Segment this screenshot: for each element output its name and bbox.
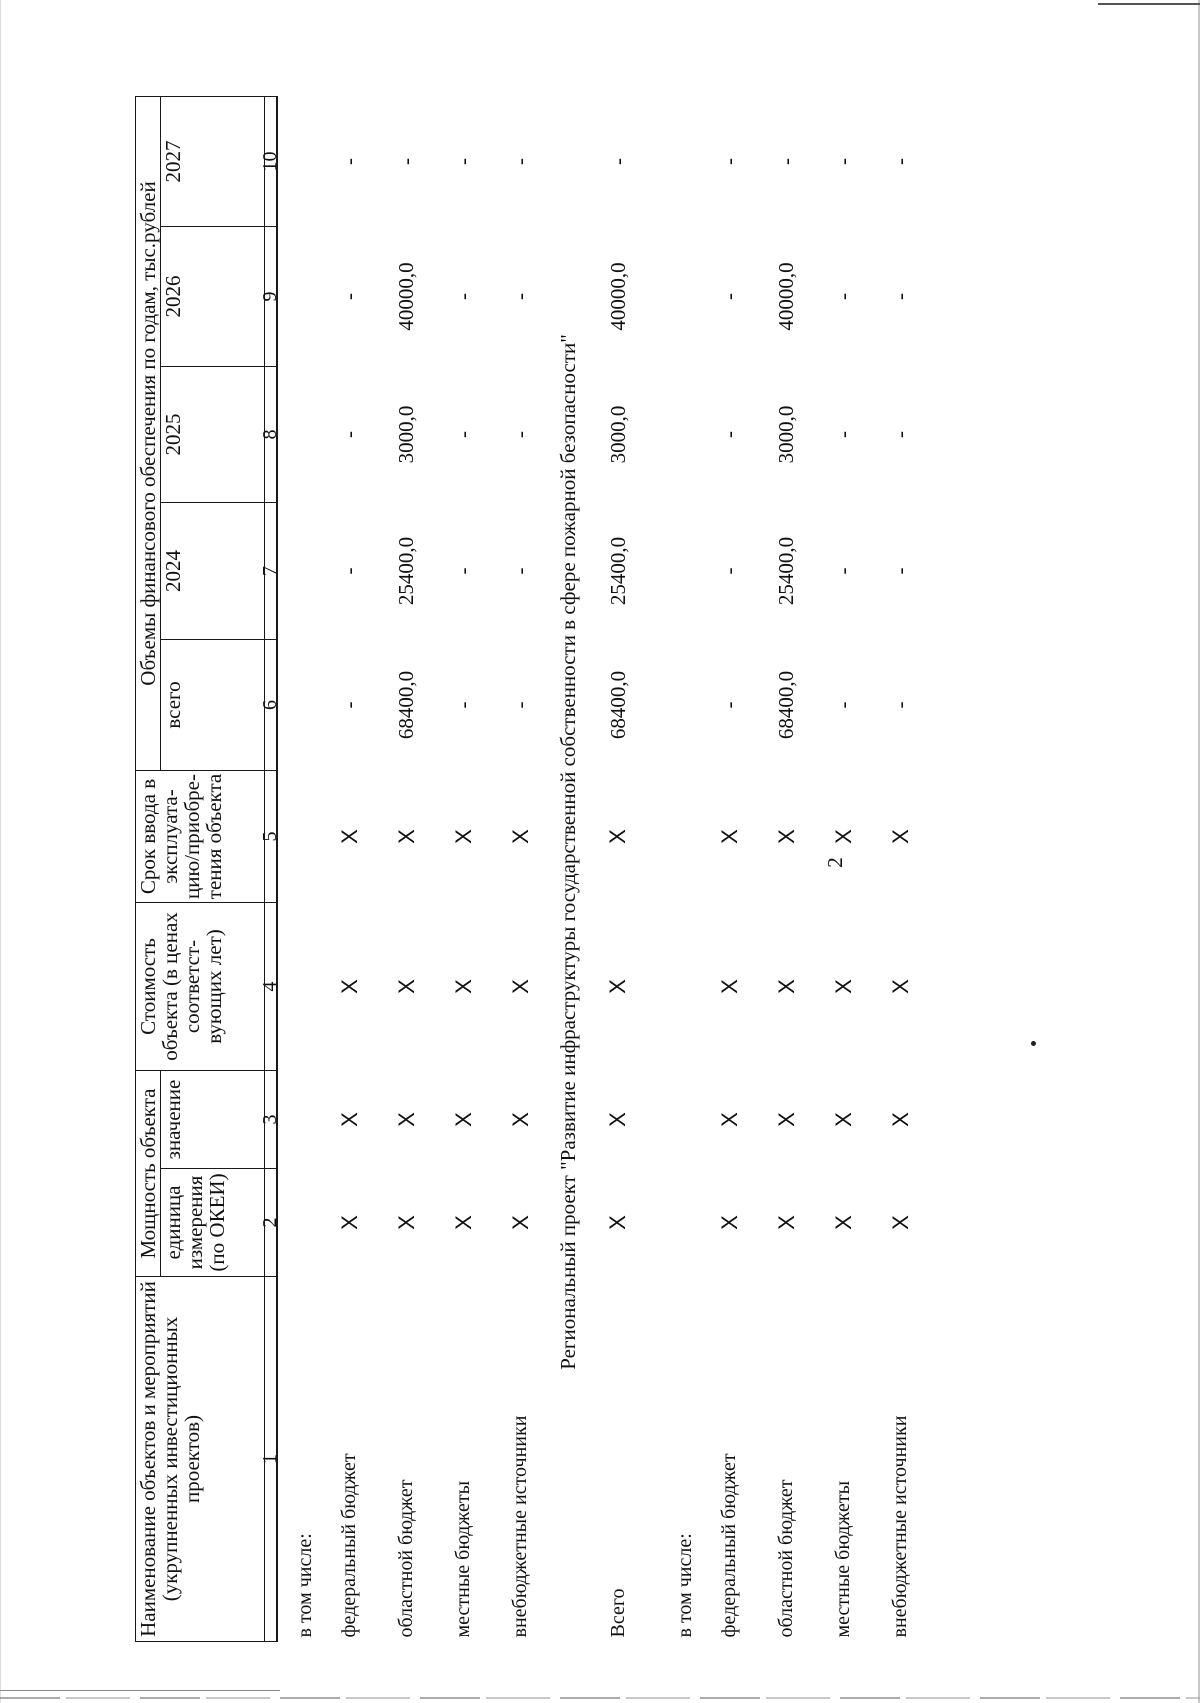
table-row (435, 96, 492, 1641)
header-commission: Срок ввода в эксплуата-цию/приобре-тения объекта (136, 771, 265, 903)
cell-capacity-unit: X (830, 1215, 856, 1230)
cell-capacity-value: X (773, 1112, 799, 1127)
cell-2024: - (337, 567, 362, 575)
table-row (815, 96, 872, 1641)
cell-cost: X (716, 979, 742, 994)
header-year-2024: 2024 (161, 503, 265, 640)
cell-2027: - (888, 158, 913, 165)
section-row (549, 96, 587, 1641)
cell-cost: X (336, 979, 362, 994)
cell-commission: X (336, 829, 362, 844)
cell-2025: - (451, 431, 476, 438)
cell-2027: - (605, 158, 630, 165)
table-row (701, 96, 758, 1641)
column-number: 6 (265, 640, 278, 771)
cell-2026: - (888, 293, 913, 300)
table-row (492, 96, 549, 1641)
row-subheading: в том числе: (294, 1533, 317, 1638)
column-number: 3 (265, 1071, 278, 1169)
table-row (321, 96, 378, 1641)
table-row (872, 96, 929, 1641)
cell-2024: 25400,0 (394, 536, 419, 606)
cell-capacity-unit: X (336, 1215, 362, 1230)
cell-2026: - (717, 293, 742, 300)
cell-total: - (508, 701, 533, 709)
cell-2025: 3000,0 (605, 405, 630, 464)
row-label: местные бюджеты (452, 1480, 475, 1638)
row-label: Всего (606, 1588, 629, 1638)
table-row (378, 96, 435, 1641)
column-number: 1 (265, 1277, 278, 1642)
cell-2024: - (508, 567, 533, 575)
subheading-row (649, 96, 701, 1641)
header-year-2026: 2026 (161, 227, 265, 367)
cell-2024: - (717, 567, 742, 575)
cell-2027: - (774, 158, 799, 165)
cell-2024: - (831, 567, 856, 575)
row-label: областной бюджет (395, 1479, 418, 1638)
table-row-total (587, 96, 649, 1641)
cell-commission: X (507, 829, 533, 844)
cell-2025: - (508, 431, 533, 438)
column-number: 4 (265, 903, 278, 1071)
scan-mark-bottom-left (0, 1690, 280, 1691)
cell-2025: 3000,0 (774, 405, 799, 464)
cell-total: - (337, 701, 362, 709)
cell-cost: X (887, 979, 913, 994)
row-label: областной бюджет (775, 1479, 798, 1638)
cell-2027: - (717, 158, 742, 165)
cell-cost: X (773, 979, 799, 994)
cell-capacity-unit: X (507, 1215, 533, 1230)
cell-capacity-unit: X (605, 1215, 631, 1230)
column-number: 5 (265, 771, 278, 903)
cell-commission: X (887, 829, 913, 844)
cell-2025: - (717, 431, 742, 438)
cell-commission: X (830, 829, 856, 844)
cell-2026: - (337, 293, 362, 300)
table-row (758, 96, 815, 1641)
header-year-2027: 2027 (161, 96, 265, 226)
column-number: 8 (265, 367, 278, 503)
cell-2027: - (451, 158, 476, 165)
row-label: федеральный бюджет (338, 1453, 361, 1638)
cell-2024: 25400,0 (605, 536, 630, 606)
column-number: 9 (265, 227, 278, 367)
cell-cost: X (507, 979, 533, 994)
cell-capacity-unit: X (887, 1215, 913, 1230)
cell-2025: - (831, 431, 856, 438)
cell-2026: - (831, 293, 856, 300)
cell-2027: - (337, 158, 362, 165)
cell-2026: - (508, 293, 533, 300)
cell-total: 68400,0 (774, 670, 799, 740)
scan-edge-left (0, 0, 1, 1703)
cell-total: - (831, 701, 856, 709)
cell-2024: - (888, 567, 913, 575)
cell-capacity-value: X (507, 1112, 533, 1127)
column-number: 7 (265, 503, 278, 640)
cell-commission: X (605, 829, 631, 844)
cell-2026: 40000,0 (605, 262, 630, 331)
header-capacity-value: значение (161, 1071, 265, 1169)
cell-cost: X (605, 979, 631, 994)
cell-total: - (451, 701, 476, 709)
cell-total: - (888, 701, 913, 709)
scan-mark-bottom (0, 1697, 1200, 1699)
cell-2027: - (831, 158, 856, 165)
cell-cost: X (830, 979, 856, 994)
cell-2025: 3000,0 (394, 405, 419, 464)
cell-capacity-value: X (450, 1112, 476, 1127)
column-number: 2 (265, 1169, 278, 1277)
subheading-row (277, 96, 321, 1641)
page-number: 2 (822, 857, 847, 868)
cell-2027: - (394, 158, 419, 165)
cell-2027: - (508, 158, 533, 165)
rotated-page (135, 62, 1195, 1642)
header-financing: Объемы финансового обеспечения по годам, тыс.рублей (136, 96, 161, 770)
cell-commission: X (716, 829, 742, 844)
cell-cost: X (450, 979, 476, 994)
row-label: внебюджетные источники (889, 1415, 912, 1638)
cell-total: 68400,0 (394, 670, 419, 740)
cell-2024: 25400,0 (774, 536, 799, 606)
cell-2025: - (888, 431, 913, 438)
cell-2026: 40000,0 (394, 262, 419, 331)
row-label: внебюджетные источники (509, 1415, 532, 1638)
cell-total: 68400,0 (605, 670, 630, 740)
cell-capacity-unit: X (393, 1215, 419, 1230)
cell-cost: X (393, 979, 419, 994)
cell-2026: - (451, 293, 476, 300)
header-capacity-unit: единица измерения (по ОКЕИ) (161, 1169, 265, 1277)
cell-capacity-value: X (336, 1112, 362, 1127)
row-label: местные бюджеты (832, 1480, 855, 1638)
cell-2026: 40000,0 (774, 262, 799, 331)
cell-capacity-value: X (605, 1112, 631, 1127)
scan-mark-top (1098, 3, 1200, 5)
cell-2024: - (451, 567, 476, 575)
header-object-name: Наименование объектов и мероприятий (укрупненных инвестиционных проектов) (136, 1277, 265, 1642)
cell-capacity-value: X (887, 1112, 913, 1127)
header-total: всего (161, 640, 265, 771)
cell-capacity-value: X (716, 1112, 742, 1127)
section-title: Региональный проект "Развитие инфраструктуры государственной собственности в сфере пожарной безопасности" (555, 334, 580, 1370)
cell-total: - (717, 701, 742, 709)
cell-capacity-unit: X (716, 1215, 742, 1230)
cell-commission: X (450, 829, 476, 844)
cell-commission: X (773, 829, 799, 844)
cell-capacity-unit: X (450, 1215, 476, 1230)
cell-capacity-value: X (393, 1112, 419, 1127)
row-subheading: в том числе: (674, 1533, 697, 1638)
cell-capacity-value: X (830, 1112, 856, 1127)
header-year-2025: 2025 (161, 367, 265, 503)
row-label: федеральный бюджет (718, 1453, 741, 1638)
header-capacity: Мощность объекта (136, 1071, 161, 1277)
financing-table (135, 96, 929, 1642)
column-number: 10 (265, 96, 278, 226)
table-header (136, 96, 282, 1641)
cell-2025: - (337, 431, 362, 438)
cell-commission: X (393, 829, 419, 844)
column-number-row (265, 96, 278, 1641)
table-body (277, 96, 929, 1641)
header-cost: Стоимость объекта (в ценах соответст-вующих лет) (136, 903, 265, 1071)
cell-capacity-unit: X (773, 1215, 799, 1230)
